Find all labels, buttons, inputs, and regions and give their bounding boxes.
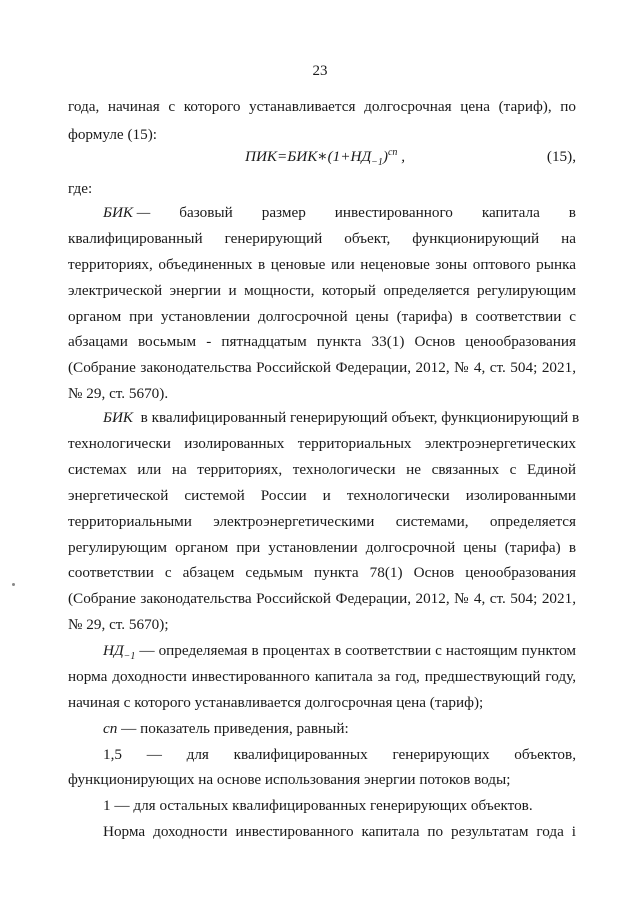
cn-def-rest: — показатель приведения, равный: bbox=[117, 720, 349, 737]
paragraph-line: № 29, ст. 5670); bbox=[68, 616, 169, 633]
paragraph-line: формуле (15): bbox=[68, 126, 157, 143]
paragraph-line: регулирующим органом при установлении долгосрочной цены (тарифа) в bbox=[68, 539, 576, 556]
nd-term bbox=[103, 642, 136, 663]
paragraph-line: норма доходности инвестированного капитала за год, предшествующий году, bbox=[68, 668, 576, 685]
formula-tail: , bbox=[397, 148, 406, 165]
item-1-5-line-1: 1,5 — для квалифицированных генерирующих объектов, bbox=[103, 746, 576, 763]
formula-close: ) bbox=[382, 148, 388, 165]
paragraph-line: начиная с которого устанавливается долгосрочная цена (тариф); bbox=[68, 694, 484, 711]
bik-term: БИК — bbox=[103, 204, 151, 221]
gde-label: где: bbox=[68, 180, 93, 197]
word: размер bbox=[261, 204, 306, 221]
paragraph-line: органом при установлении долгосрочной цены (тарифа) в соответствии с bbox=[68, 308, 576, 325]
cn-def-line bbox=[103, 719, 576, 739]
word: инвестированного bbox=[334, 204, 453, 221]
page-number: 23 bbox=[312, 63, 328, 79]
formula-lhs: ПИК bbox=[245, 148, 278, 165]
paragraph-line: территориальными электроэнергетическими системами, определяется bbox=[68, 513, 576, 530]
paragraph-line: технологически изолированных территориальных электроэнергетических bbox=[68, 435, 576, 452]
item-1-line: 1 — для остальных квалифицированных генерирующих объектов. bbox=[103, 797, 533, 814]
cn-term: cn bbox=[103, 720, 118, 737]
paragraph-line: (Собрание законодательства Российской Федерации, 2012, № 4, ст. 504; 2021, bbox=[68, 590, 576, 607]
paragraph-line: абзацами восьмым - пятнадцатым пункта 33(1) Основ ценообразования bbox=[68, 333, 576, 350]
formula-mid: ∗(1+ bbox=[317, 148, 351, 165]
paragraph-line: (Собрание законодательства Российской Федерации, 2012, № 4, ст. 504; 2021, bbox=[68, 359, 576, 376]
formula-eq: = bbox=[277, 148, 288, 165]
formula-15 bbox=[245, 147, 405, 167]
bik-def-line-1 bbox=[103, 203, 576, 223]
word: в bbox=[568, 204, 576, 221]
paragraph-line: соответствии с абзацем седьмым пункта 78(1) Основ ценообразования bbox=[68, 564, 576, 581]
paragraph-line: функционирующих на основе использования энергии потоков воды; bbox=[68, 771, 511, 788]
word: капитала bbox=[481, 204, 540, 221]
bik2-line-1 bbox=[103, 408, 580, 428]
nd-def-line-1 bbox=[103, 641, 576, 661]
paragraph-line: системах или на территориях, технологически не связанных с Единой bbox=[68, 461, 576, 478]
nd-term-sub: −1 bbox=[123, 651, 136, 663]
formula-bik: БИК bbox=[287, 148, 318, 165]
formula-exp: cn bbox=[387, 146, 398, 158]
formula-number: (15), bbox=[546, 148, 576, 165]
paragraph-line: квалифицированный генерирующий объект, функционирующий на bbox=[68, 230, 576, 247]
paragraph-line: территориях, объединенных в ценовые или неценовые зоны оптового рынка bbox=[68, 256, 576, 273]
formula-nd-sub: −1 bbox=[371, 157, 383, 169]
nd-term-text: НД bbox=[103, 642, 124, 659]
word: базовый bbox=[179, 204, 233, 221]
scan-mark bbox=[12, 583, 15, 586]
paragraph-line: электрической энергии и мощности, который определяется регулирующим bbox=[68, 282, 576, 299]
last-line: Норма доходности инвестированного капитала по результатам года i bbox=[103, 823, 576, 840]
paragraph-line: № 29, ст. 5670). bbox=[68, 385, 169, 402]
bik2-line-1-rest: в квалифицированный генерирующий объект, функционирующий в bbox=[140, 409, 580, 426]
paragraph-line: энергетической системой России и технологически изолированными bbox=[68, 487, 576, 504]
nd-def-rest: — определяемая в процентах в соответствии с настоящим пунктом bbox=[135, 642, 576, 659]
bik-term: БИК bbox=[103, 409, 134, 426]
formula-nd: НД bbox=[350, 148, 372, 165]
paragraph-line: года, начиная с которого устанавливается долгосрочная цена (тариф), по bbox=[68, 98, 576, 115]
